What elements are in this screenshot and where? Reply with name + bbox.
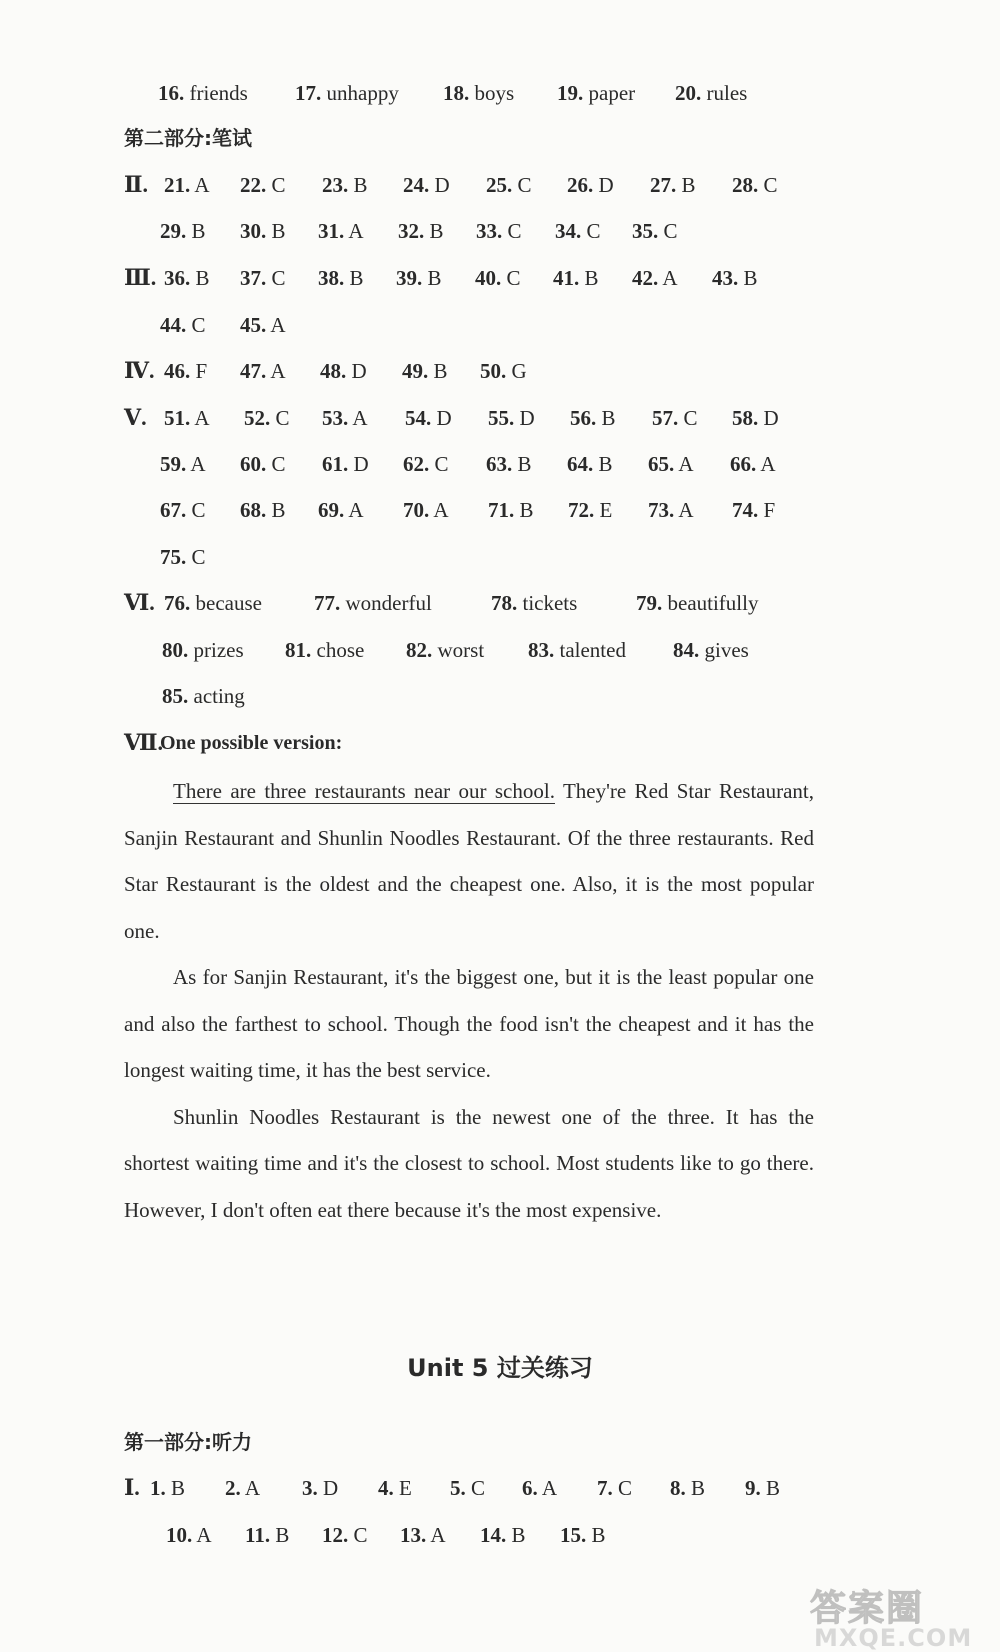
answer-69: 69. A [318,498,364,522]
answer-8: 8. B [670,1476,706,1500]
section-3-row-2 [0,302,1000,348]
answer-6: 6. A [522,1476,558,1500]
answer-70: 70. A [403,498,449,522]
answer-63: 63. B [486,452,532,476]
answer-53: 53. A [322,406,368,430]
answer-31: 31. A [318,219,364,243]
answer-83: 83. talented [528,638,626,662]
part1-heading: 第一部分:听力 [124,1430,252,1454]
answer-42: 42. A [632,266,678,290]
essay [124,768,814,1233]
answer-62: 62. C [403,452,449,476]
answer-73: 73. A [648,498,694,522]
answer-36: 36. B [164,266,210,290]
answer-4: 4. E [378,1476,412,1500]
answer-16: 16. friends [158,81,248,105]
answer-7: 7. C [597,1476,633,1500]
answer-38: 38. B [318,266,364,290]
answer-28: 28. C [732,173,778,197]
unit-title: Unit 5 过关练习 [407,1354,593,1382]
answer-46: 46. F [164,359,208,383]
answer-64: 64. B [567,452,613,476]
answer-58: 58. D [732,406,779,430]
answer-67: 67. C [160,498,206,522]
essay-paragraph-3: Shunlin Noodles Restaurant is the newest one of the three. It has the shortest waiting time and it's the closest to school. Most students like to go there. However, I don't often eat there because it's the most expensive. [124,1104,814,1222]
answer-44: 44. C [160,313,206,337]
section-3-row-1 [0,255,1000,301]
section-5-label: Ⅴ. [124,405,147,430]
answer-48: 48. D [320,359,367,383]
answer-49: 49. B [402,359,448,383]
answer-81: 81. chose [285,638,365,662]
answer-54: 54. D [405,406,452,430]
watermark-text: 答案圈 [810,1588,925,1629]
answer-19: 19. paper [557,81,636,105]
answer-32: 32. B [398,219,444,243]
answer-51: 51. A [164,406,210,430]
version-heading: One possible version: [160,732,343,754]
answer-15: 15. B [560,1523,606,1547]
section-7-heading [0,720,1000,766]
section-7-label: Ⅶ. [124,730,164,755]
answer-20: 20. rules [675,81,748,105]
answer-66: 66. A [730,452,776,476]
answer-78: 78. tickets [491,591,578,615]
section-4-label: Ⅳ. [124,358,155,383]
section-5-row-3 [0,487,1000,533]
section-3-label: Ⅲ. [124,265,157,290]
answer-41: 41. B [553,266,599,290]
answer-59: 59. A [160,452,206,476]
answer-3: 3. D [302,1476,339,1500]
answer-14: 14. B [480,1523,526,1547]
section-2-row-2 [0,208,1000,254]
answer-72: 72. E [568,498,613,522]
answer-29: 29. B [160,219,206,243]
answer-9: 9. B [745,1476,781,1500]
answer-39: 39. B [396,266,442,290]
answer-47: 47. A [240,359,286,383]
section-6-row-1 [0,580,1000,626]
answer-65: 65. A [648,452,694,476]
answer-13: 13. A [400,1523,446,1547]
section-6-label: Ⅵ. [124,590,155,615]
answer-2: 2. A [225,1476,261,1500]
section-5-row-4 [0,534,1000,580]
section-1-label: Ⅰ. [124,1475,140,1500]
essay-paragraph-1: There are three restaurants near our school. They're Red Star Restaurant, Sanjin Restaurant and Shunlin Noodles Restaurant. Of the three restaurants. Red Star Restaurant is the oldest and the cheapest one. Also, it is the most popular one. [124,779,815,943]
answer-35: 35. C [632,219,678,243]
answer-75: 75. C [160,545,206,569]
answer-26: 26. D [567,173,614,197]
answer-row-16-20 [0,70,1000,116]
answer-40: 40. C [475,266,521,290]
section-1-row-1 [0,1465,1000,1511]
answer-79: 79. beautifully [636,591,759,615]
answer-30: 30. B [240,219,286,243]
watermark-logo [810,1580,995,1650]
answer-71: 71. B [488,498,534,522]
answer-22: 22. C [240,173,286,197]
answer-55: 55. D [488,406,535,430]
answer-60: 60. C [240,452,286,476]
watermark-url: MXQE.COM [814,1624,973,1652]
answer-10: 10. A [166,1523,212,1547]
part2-heading: 第二部分:笔试 [124,126,252,150]
section-6-row-2 [0,627,1000,673]
answer-80: 80. prizes [162,638,244,662]
answer-52: 52. C [244,406,290,430]
answer-21: 21. A [164,173,210,197]
answer-37: 37. C [240,266,286,290]
answer-57: 57. C [652,406,698,430]
answer-25: 25. C [486,173,532,197]
answer-11: 11. B [245,1523,290,1547]
answer-50: 50. G [480,359,527,383]
answer-27: 27. B [650,173,696,197]
answer-12: 12. C [322,1523,368,1547]
answer-74: 74. F [732,498,776,522]
answer-77: 77. wonderful [314,591,432,615]
answer-18: 18. boys [443,81,515,105]
section-2-row-1 [0,162,1000,208]
answer-1: 1. B [150,1476,186,1500]
answer-43: 43. B [712,266,758,290]
essay-underlined-sentence: There are three restaurants near our school. [173,779,555,803]
answer-33: 33. C [476,219,522,243]
answer-85: 85. acting [162,684,245,708]
answer-84: 84. gives [673,638,749,662]
answer-5: 5. C [450,1476,486,1500]
answer-23: 23. B [322,173,368,197]
answer-76: 76. because [164,591,262,615]
essay-paragraph-2: As for Sanjin Restaurant, it's the biggest one, but it is the least popular one and also the farthest to school. Though the food isn't the cheapest and it has the longest waiting time, it has the best service. [124,965,814,1082]
section-2-label: Ⅱ. [124,172,149,197]
section-5-row-2 [0,441,1000,487]
answer-82: 82. worst [406,638,485,662]
answer-61: 61. D [322,452,369,476]
answer-56: 56. B [570,406,616,430]
answer-68: 68. B [240,498,286,522]
answer-34: 34. C [555,219,601,243]
answer-17: 17. unhappy [295,81,399,105]
section-4-row-1 [0,348,1000,394]
answer-24: 24. D [403,173,450,197]
section-1-row-2 [0,1512,1000,1558]
section-5-row-1 [0,395,1000,441]
section-6-row-3 [0,673,1000,719]
answer-45: 45. A [240,313,286,337]
